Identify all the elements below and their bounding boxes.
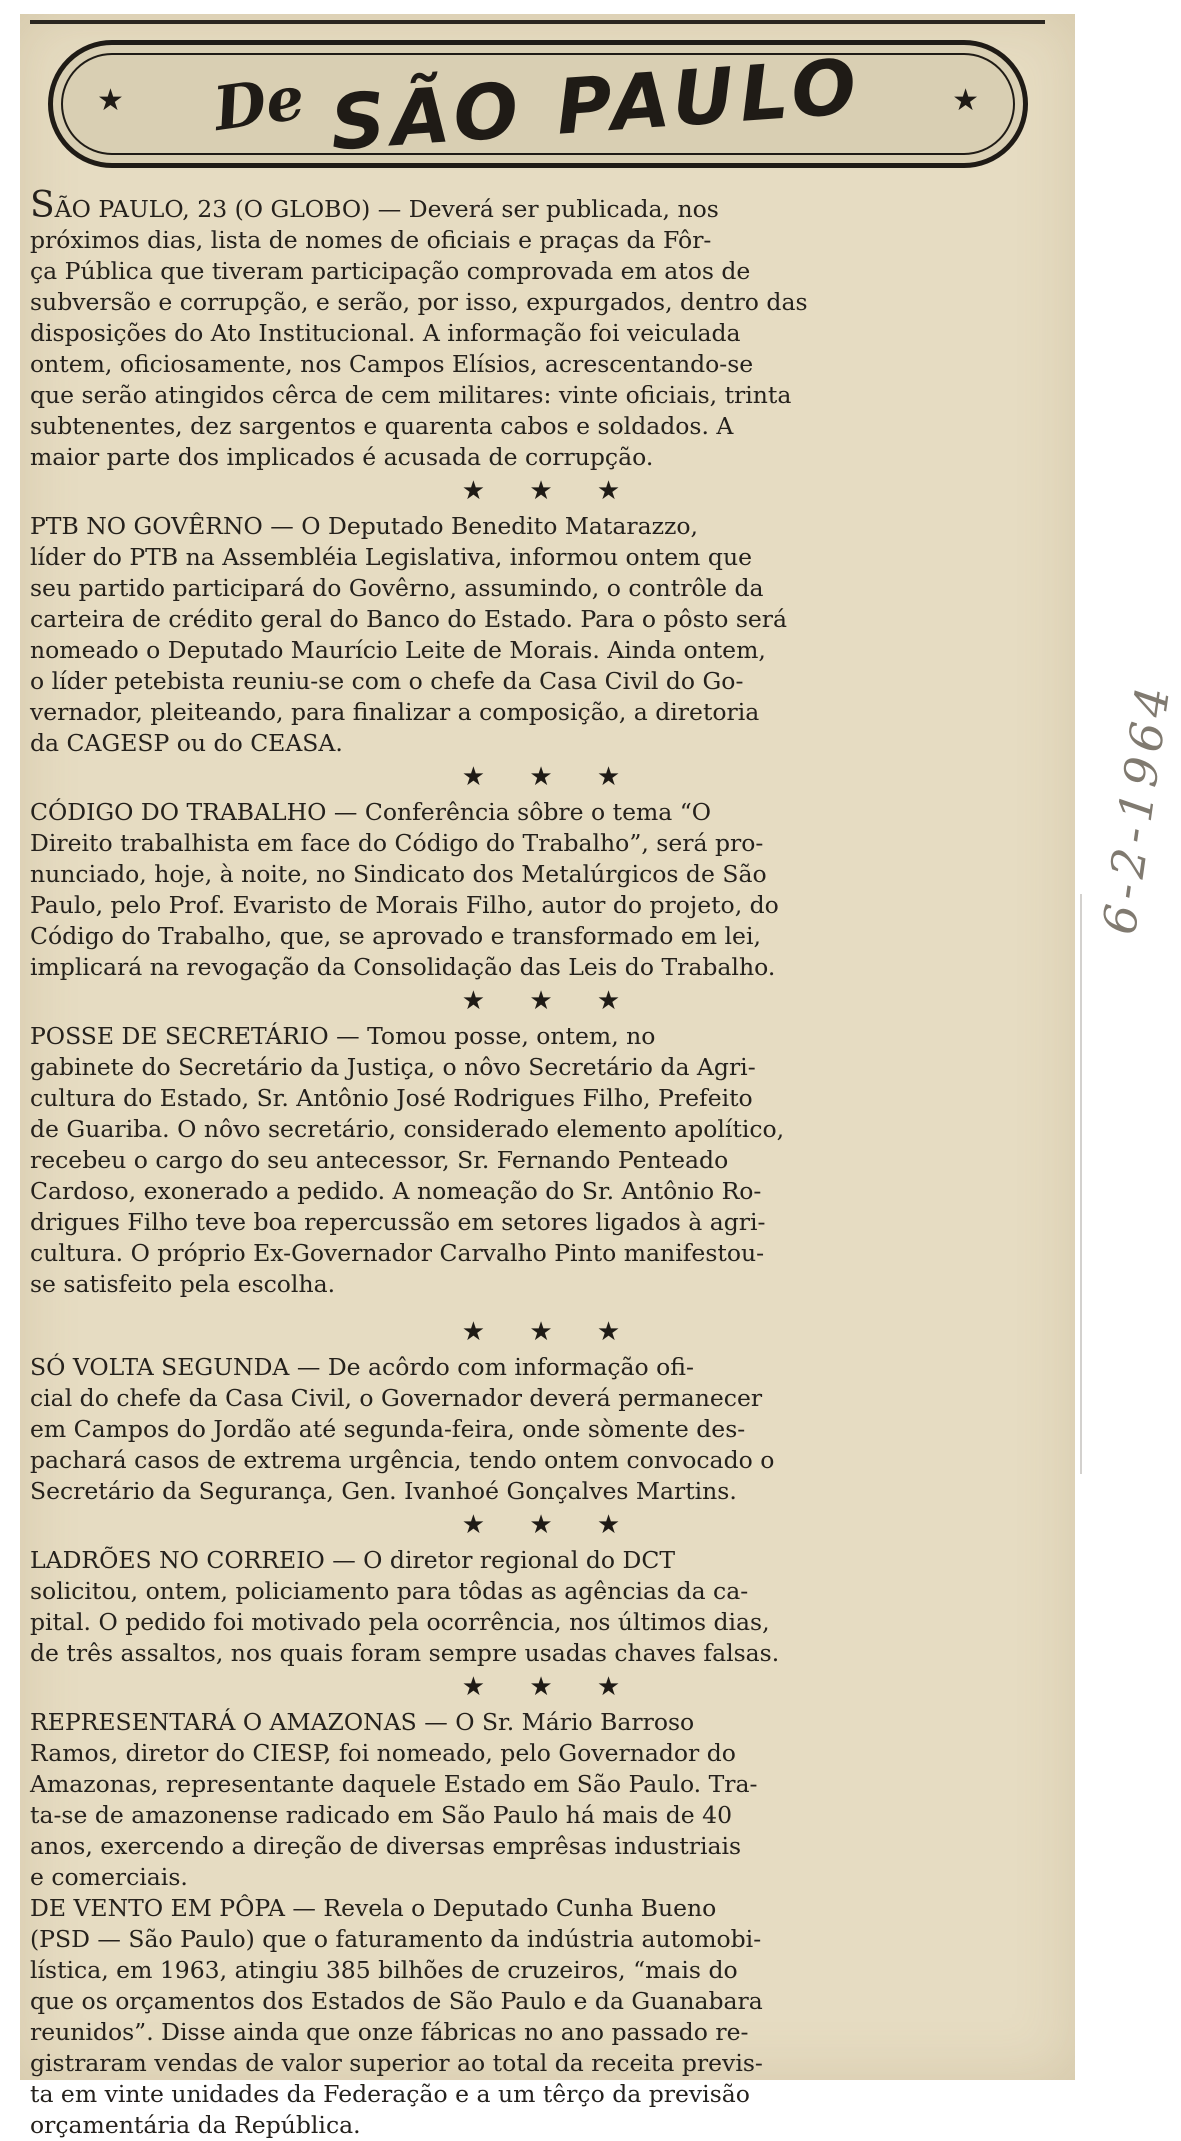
paragraph-volta: SÓ VOLTA SEGUNDA — De acôrdo com informação ofi- cial do chefe da Casa Civil, o Governador deverá permanecer em Campos do Jordão até segunda-feira, onde sòmente des- pachará casos de extrema urgência, tendo ontem convocado o Secretário da Segurança, Gen. Ivanhoé Gonçalves Martins.	[30, 1353, 775, 1505]
masthead-prefix: De	[209, 63, 309, 145]
masthead	[48, 40, 1028, 168]
newspaper-clipping	[20, 14, 1075, 2139]
article-body	[30, 185, 1070, 2141]
separator-3: ★ ★ ★	[461, 986, 639, 1016]
separator-5: ★ ★ ★	[461, 1510, 639, 1540]
separator-4: ★ ★ ★	[461, 1317, 639, 1347]
paragraph-ladroes: LADRÕES NO CORREIO — O diretor regional do DCT solicitou, ontem, policiamento para tôdas as agências da ca- pital. O pedido foi motivado pela ocorrência, nos últimos dias, de três assaltos, nos quais foram sempre usadas chaves falsas.	[30, 1546, 780, 1667]
paragraph-lead: SÃO PAULO, 23 (O GLOBO) — Deverá ser publicada, nos próximos dias, lista de nomes de oficiais e praças da Fôr- ça Pública que tiveram participação comprovada em atos de subversão e corrupção, e serão, por isso, expurgados, dentro das disposições do Ato Institucional. A informação foi veiculada ontem, oficiosamente, nos Campos Elísios, acrescentando-se que serão atingidos cêrca de cem militares: vinte oficiais, trinta subtenentes, dez sargentos e quarenta cabos e soldados. A maior parte dos implicados é acusada de corrupção.	[30, 185, 808, 471]
masthead-right-star: ★	[952, 83, 979, 118]
separator-2: ★ ★ ★	[461, 762, 639, 792]
paragraph-vento: DE VENTO EM PÔPA — Revela o Deputado Cunha Bueno (PSD — São Paulo) que o faturamento da indústria automobi- lística, em 1963, atingiu 385 bilhões de cruzeiros, “mais do que os orçamentos dos Estados de São Paulo e da Guanabara reunidos”. Disse ainda que onze fábricas no ano passado re- gistraram vendas de valor superior ao total da receita previs- ta em vinte unidades da Federação e a um têrço da previsão orçamentária da República.	[30, 1894, 763, 2139]
top-rule	[30, 20, 1045, 24]
handwritten-date: 6-2-1964	[1092, 677, 1181, 938]
paragraph-amazonas: REPRESENTARÁ O AMAZONAS — O Sr. Mário Barroso Ramos, diretor do CIESP, foi nomeado, pelo Governador do Amazonas, representante daquele Estado em São Paulo. Tra- ta-se de amazonense radicado em São Paulo há mais de 40 anos, exercendo a direção de diversas emprêsas industriais e comerciais.	[30, 1708, 758, 1891]
masthead-left-star: ★	[97, 83, 124, 118]
separator-6: ★ ★ ★	[461, 1672, 639, 1702]
paragraph-ptb: PTB NO GOVÊRNO — O Deputado Benedito Matarazzo, líder do PTB na Assembléia Legislativa, informou ontem que seu partido participará do Govêrno, assumindo, o contrôle da carteira de crédito geral do Banco do Estado. Para o pôsto será nomeado o Deputado Maurício Leite de Morais. Ainda ontem, o líder petebista reuniu-se com o chefe da Casa Civil do Go- vernador, pleiteando, para finalizar a composição, a diretoria da CAGESP ou do CEASA.	[30, 512, 788, 757]
masthead-city: SÃO PAULO	[327, 41, 865, 167]
fold-mark	[1080, 894, 1082, 1474]
paragraph-posse: POSSE DE SECRETÁRIO — Tomou posse, ontem, no gabinete do Secretário da Justiça, o nôvo Secretário da Agri- cultura do Estado, Sr. Antônio José Rodrigues Filho, Prefeito de Guariba. O nôvo secretário, considerado elemento apolítico, recebeu o cargo do seu antecessor, Sr. Fernando Penteado Cardoso, exonerado a pedido. A nomeação do Sr. Antônio Ro- drigues Filho teve boa repercussão em setores ligados à agri- cultura. O próprio Ex-Governador Carvalho Pinto manifestou- se satisfeito pela escolha.	[30, 1022, 785, 1298]
separator-1: ★ ★ ★	[461, 476, 639, 506]
paragraph-codigo: CÓDIGO DO TRABALHO — Conferência sôbre o tema “O Direito trabalhista em face do Código do Trabalho”, será pro- nunciado, hoje, à noite, no Sindicato dos Metalúrgicos de São Paulo, pelo Prof. Evaristo de Morais Filho, autor do projeto, do Código do Trabalho, que, se aprovado e transformado em lei, implicará na revogação da Consolidação das Leis do Trabalho.	[30, 798, 779, 981]
